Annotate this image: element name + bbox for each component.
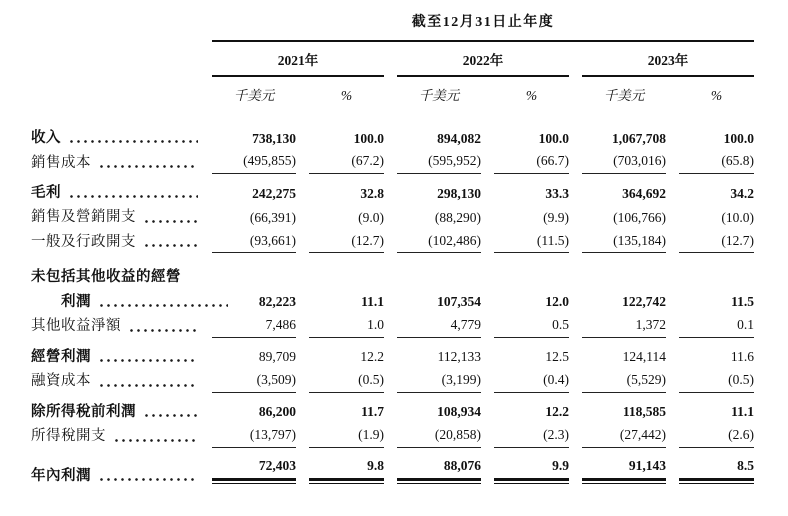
spacer: [31, 109, 754, 125]
value-cell: 91,143: [582, 448, 666, 488]
value-cell: (93,661): [212, 229, 296, 254]
table-row: [31, 204, 754, 228]
value-cell: (135,184): [582, 229, 666, 254]
row-label-text: 未包括其他收益的經營: [31, 269, 181, 286]
row-label: [31, 174, 199, 204]
year-header-2023: 2023年: [582, 42, 754, 78]
pct-cell: 100.0: [723, 130, 754, 146]
value-cell: 89,709: [258, 348, 296, 364]
pct-cell: 12.2: [545, 403, 569, 419]
value-cell: 118,585: [622, 403, 666, 419]
pct-cell: (9.0): [358, 209, 384, 225]
pct-cell: 11.5: [731, 293, 754, 309]
pct-cell: 11.6: [730, 348, 754, 364]
financial-summary-table: [18, 8, 767, 487]
value-cell: 112,133: [437, 348, 481, 364]
row-label: [31, 229, 199, 254]
value-cell: 1,372: [582, 313, 666, 338]
row-label-text: 除所得稅前利潤: [31, 403, 136, 420]
table-row: [31, 229, 754, 254]
header-spacer: [31, 42, 199, 78]
value-cell: 1,067,708: [612, 130, 666, 146]
period-header-row: [31, 8, 754, 42]
pct-cell: (67.2): [309, 149, 384, 174]
value-cell: 242,275: [252, 185, 296, 201]
pct-cell: 33.3: [545, 185, 569, 201]
value-cell: (102,486): [397, 229, 481, 254]
year-header-2022: 2022年: [397, 42, 569, 78]
table-row: [31, 368, 754, 393]
row-label: [31, 393, 199, 423]
value-cell: (3,199): [397, 368, 481, 393]
pct-cell: (9.9): [543, 209, 569, 225]
unit-header-2022: 千美元: [418, 88, 460, 104]
row-label-text: 年內利潤: [31, 468, 91, 485]
pct-cell: (0.5): [309, 368, 384, 393]
row-label: [31, 448, 199, 488]
row-label: [31, 423, 199, 448]
value-cell: 364,692: [622, 185, 666, 201]
pct-cell: 0.1: [679, 313, 754, 338]
value-cell: (88,290): [434, 209, 481, 225]
row-label-text: 經營利潤: [31, 348, 91, 365]
row-label: [31, 149, 199, 174]
table-row: [31, 149, 754, 174]
value-cell: 108,934: [437, 403, 481, 419]
row-label: [31, 313, 199, 338]
value-cell: 298,130: [437, 185, 481, 201]
value-cell: 7,486: [212, 313, 296, 338]
header-spacer: [31, 8, 199, 42]
pct-cell: 9.9: [494, 448, 569, 488]
value-cell: (595,952): [397, 149, 481, 174]
table-row: [31, 393, 754, 423]
value-cell: (66,391): [249, 209, 296, 225]
value-cell: 738,130: [252, 130, 296, 146]
value-cell: 107,354: [437, 293, 481, 309]
pct-cell: 34.2: [730, 185, 754, 201]
pct-cell: 100.0: [353, 130, 384, 146]
pct-cell: 8.5: [679, 448, 754, 488]
value-cell: (5,529): [582, 368, 666, 393]
table-body: [31, 125, 754, 487]
table-row: [31, 174, 754, 204]
pct-cell: 11.7: [361, 403, 384, 419]
table-row: [31, 125, 754, 149]
row-label-text: 融資成本: [31, 373, 91, 390]
table-row: [31, 289, 754, 313]
pct-cell: 32.8: [360, 185, 384, 201]
pct-cell: 100.0: [538, 130, 569, 146]
table-row: [31, 448, 754, 488]
value-cell: (106,766): [613, 209, 666, 225]
row-label: [31, 289, 199, 313]
value-cell: (703,016): [582, 149, 666, 174]
table-row: [31, 253, 754, 288]
value-cell: 82,223: [258, 293, 296, 309]
header-body-spacer-row: [31, 109, 754, 125]
pct-cell: (2.6): [679, 423, 754, 448]
table-row: [31, 423, 754, 448]
pct-header-2022: %: [525, 88, 538, 104]
row-label-text: 所得稅開支: [31, 428, 106, 445]
row-label-text: 銷售及營銷開支: [31, 209, 136, 226]
pct-cell: 9.8: [309, 448, 384, 488]
pct-cell: 11.1: [731, 403, 754, 419]
value-cell: [212, 253, 296, 288]
pct-header-2023: %: [710, 88, 723, 104]
pct-cell: (65.8): [679, 149, 754, 174]
pct-cell: (66.7): [494, 149, 569, 174]
value-cell: (20,858): [397, 423, 481, 448]
unit-header-row: [31, 77, 754, 109]
table-row: [31, 313, 754, 338]
row-label: [31, 253, 199, 288]
unit-header-2023: 千美元: [603, 88, 645, 104]
value-cell: (3,509): [212, 368, 296, 393]
row-label-text: 銷售成本: [31, 155, 91, 172]
pct-cell: [494, 253, 569, 288]
value-cell: [397, 253, 481, 288]
row-label-text: 其他收益淨額: [31, 318, 121, 335]
value-cell: 86,200: [258, 403, 296, 419]
pct-cell: (2.3): [494, 423, 569, 448]
pct-cell: (1.9): [309, 423, 384, 448]
pct-cell: 12.0: [545, 293, 569, 309]
value-cell: 72,403: [212, 448, 296, 488]
pct-cell: 12.2: [360, 348, 384, 364]
header-spacer: [31, 77, 199, 109]
value-cell: (13,797): [212, 423, 296, 448]
period-header: 截至12月31日止年度: [212, 8, 754, 42]
row-label-text: 利潤: [61, 293, 91, 310]
value-cell: 894,082: [437, 130, 481, 146]
year-header-row: [31, 42, 754, 78]
pct-cell: (11.5): [494, 229, 569, 254]
pct-header-2021: %: [340, 88, 353, 104]
pct-cell: [679, 253, 754, 288]
value-cell: 4,779: [397, 313, 481, 338]
pct-cell: (0.4): [494, 368, 569, 393]
row-label-text: 毛利: [31, 185, 61, 202]
row-label-text: 收入: [31, 130, 61, 147]
pct-cell: 0.5: [494, 313, 569, 338]
value-cell: 88,076: [397, 448, 481, 488]
row-label-text: 一般及行政開支: [31, 234, 136, 251]
pct-cell: (12.7): [309, 229, 384, 254]
year-header-2021: 2021年: [212, 42, 384, 78]
pct-cell: (0.5): [679, 368, 754, 393]
pct-cell: [309, 253, 384, 288]
pct-cell: (12.7): [679, 229, 754, 254]
pct-cell: 1.0: [309, 313, 384, 338]
row-label: [31, 338, 199, 368]
row-label: [31, 125, 199, 149]
value-cell: 124,114: [622, 348, 666, 364]
table-row: [31, 338, 754, 368]
pct-cell: (10.0): [721, 209, 754, 225]
unit-header-2021: 千美元: [233, 88, 275, 104]
value-cell: [582, 253, 666, 288]
value-cell: (27,442): [582, 423, 666, 448]
pct-cell: 12.5: [545, 348, 569, 364]
row-label: [31, 368, 199, 393]
value-cell: 122,742: [622, 293, 666, 309]
value-cell: (495,855): [212, 149, 296, 174]
row-label: [31, 204, 199, 228]
pct-cell: 11.1: [361, 293, 384, 309]
